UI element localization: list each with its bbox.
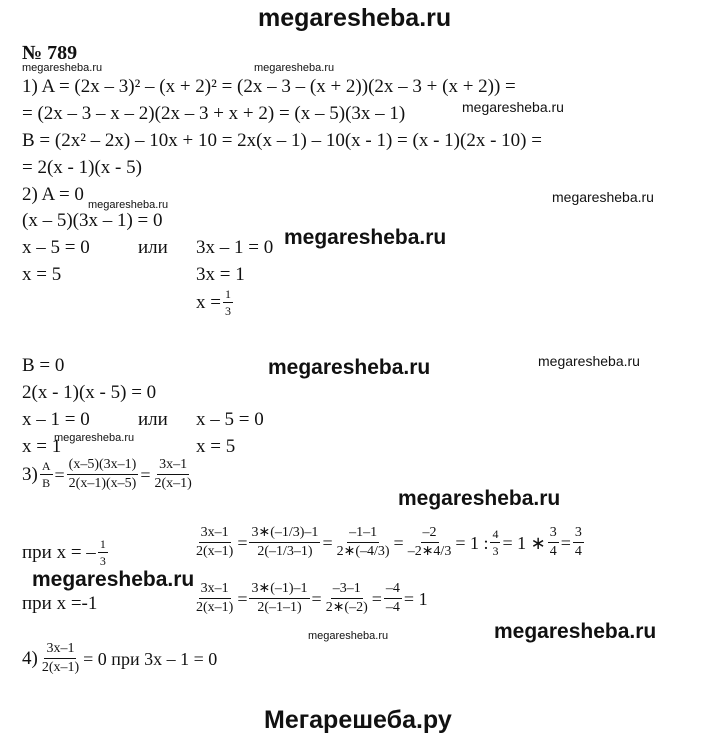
denominator: 2(x–1): [196, 600, 234, 615]
fraction-ratio-simple: [40, 642, 81, 675]
denominator: 2(x–1): [154, 476, 192, 491]
expr-line-2: = (2x – 3 – x – 2)(2x – 3 + x + 2) = (x – 5)(3x – 1): [22, 103, 406, 124]
denominator: 3: [99, 554, 106, 568]
fraction-three-quarters: [548, 526, 559, 559]
watermark-medium: megaresheba.ru: [462, 99, 564, 115]
multiply-text: = 1 ∗: [502, 532, 546, 553]
expr-line-8b: 3x = 1: [196, 264, 245, 285]
site-footer: Мегарешеба.ру: [264, 706, 452, 734]
numerator: 3x–1: [157, 458, 189, 475]
numerator: –2: [421, 526, 439, 543]
fraction-ratio-simple: [152, 458, 193, 491]
expr-case-2-label: при x =-1: [22, 593, 98, 614]
expr-part-4: [22, 642, 217, 675]
expr-line-7a: x – 5 = 0: [22, 237, 90, 258]
fraction-ratio-simple: [194, 526, 235, 559]
expr-line-6: (x – 5)(3x – 1) = 0: [22, 210, 163, 231]
numerator: 4: [492, 527, 499, 541]
part-label: 4): [22, 647, 38, 669]
fraction-sub1-a: [249, 526, 320, 559]
expr-line-7c: 3x – 1 = 0: [196, 237, 274, 258]
denominator: 2(–1/3–1): [257, 544, 313, 559]
numerator: (x–5)(3x–1): [67, 458, 139, 475]
division-text: = 1 :: [455, 532, 489, 553]
denominator: 2∗(–2): [325, 600, 368, 615]
numerator: –4: [384, 582, 402, 599]
denominator: 2(x–1): [196, 544, 234, 559]
numerator: 3∗(–1/3)–1: [249, 526, 320, 543]
expr-line-5: 2) A = 0: [22, 184, 84, 205]
fraction-one-third: [223, 288, 233, 317]
watermark-medium: megaresheba.ru: [538, 353, 640, 369]
expr-line-8a: x = 5: [22, 264, 62, 285]
fraction-sub1-b: [335, 526, 392, 559]
expr-case-2: $\frac{3x-1}{2(x-1)}$ = $\frac{3∗(-1)-1}{2(-1-1)}$ = $\frac{-3-1}{2∗(-2)}$ = $\frac{-4}{-4}$ = 1: [196, 581, 428, 615]
watermark-big: megaresheba.ru: [494, 620, 657, 643]
case-label: при x = –: [22, 541, 96, 563]
expr-line-13a: x = 1: [22, 436, 62, 457]
site-header: megaresheba.ru: [258, 4, 452, 32]
denominator: 3: [492, 544, 499, 558]
denominator: –4: [385, 600, 400, 615]
numerator: –1–1: [347, 526, 379, 543]
fraction-sub2-b: [324, 582, 370, 615]
denominator: 3: [224, 304, 231, 318]
numerator: A: [41, 459, 51, 473]
watermark-big: megaresheba.ru: [398, 487, 561, 510]
expr-line-11: 2(x - 1)(x - 5) = 0: [22, 382, 157, 403]
watermark-big: megaresheba.ru: [284, 226, 447, 249]
numerator: 1: [224, 287, 231, 301]
fraction-sub1-c: [406, 526, 454, 559]
watermark-big: megaresheba.ru: [268, 356, 431, 379]
numerator: 3x–1: [199, 582, 231, 599]
denominator: 2∗(–4/3): [336, 544, 390, 559]
denominator: 4: [549, 544, 557, 559]
expr-case-1: $\frac{3x-1}{2(x-1)}$ = $\frac{3∗(-1/3)-1}{2(-1/3-1)}$ = $\frac{-1-1}{2∗(-4/3)}$ = $\frac{-2}{-2∗4/3}$ = 1 : $\frac{4}{3}$ = 1 ∗ $\frac{3}{4}$ = $\frac{3}{4}$: [196, 525, 582, 559]
expr-line-9: [196, 288, 235, 317]
expr-line-1: 1) A = (2x – 3)² – (x + 2)² = (2x – 3 – (x + 2))(2x – 3 + (x + 2)) =: [22, 76, 516, 97]
denominator: 2(–1–1): [257, 600, 302, 615]
watermark-small: megaresheba.ru: [308, 630, 389, 642]
watermark-big: megaresheba.ru: [32, 568, 195, 591]
numerator: –3–1: [331, 582, 363, 599]
numerator: 3: [548, 526, 559, 543]
expr-part-3: 3) $\frac{A}{B}$ = $\frac{(x-5)(3x-1)}{2(x-1)(x-5)}$ = $\frac{3x-1}{2(x-1)}$: [22, 457, 192, 491]
watermark-medium: megaresheba.ru: [552, 189, 654, 205]
expr-line-4: = 2(x - 1)(x - 5): [22, 157, 142, 178]
fraction-sub2-c: [384, 582, 402, 615]
result-text: = 1: [403, 588, 428, 609]
fraction-ratio-simple: [194, 582, 235, 615]
numerator: 1: [99, 537, 106, 551]
watermark-small: megaresheba.ru: [22, 62, 103, 74]
condition-text: = 0 при 3x – 1 = 0: [83, 648, 218, 669]
expr-case-1-label: [22, 538, 110, 567]
part-label: 3): [22, 463, 38, 485]
watermark-small: megaresheba.ru: [54, 432, 135, 444]
denominator: B: [42, 476, 51, 490]
watermark-small: megaresheba.ru: [254, 62, 335, 74]
denominator: 4: [574, 544, 582, 559]
watermark-small: megaresheba.ru: [88, 199, 169, 211]
fraction-four-thirds: [490, 528, 500, 557]
denominator: 2(x–1)(x–5): [68, 476, 137, 491]
numerator: 3∗(–1)–1: [249, 582, 309, 599]
expr-line-10: B = 0: [22, 355, 65, 376]
expr-line-3: B = (2x² – 2x) – 10x + 10 = 2x(x – 1) – 10(x - 1) = (x - 1)(2x - 10) =: [22, 130, 542, 151]
expr-line-12c: x – 5 = 0: [196, 409, 264, 430]
expr-line-13b: x = 5: [196, 436, 236, 457]
problem-number: № 789: [22, 42, 78, 64]
denominator: 2(x–1): [41, 660, 80, 675]
x-equals: x =: [196, 291, 221, 313]
fraction-a-over-b: [40, 460, 53, 489]
fraction-one-third: [98, 538, 108, 567]
numerator: 3x–1: [199, 526, 231, 543]
fraction-sub2-a: [249, 582, 309, 615]
numerator: 3: [573, 526, 584, 543]
expr-word-or: или: [138, 237, 168, 258]
fraction-ratio-full: [67, 458, 139, 491]
fraction-three-quarters: [573, 526, 584, 559]
expr-word-or: или: [138, 409, 168, 430]
denominator: –2∗4/3: [407, 544, 452, 559]
expr-line-12a: x – 1 = 0: [22, 409, 90, 430]
numerator: 3x–1: [44, 642, 76, 659]
